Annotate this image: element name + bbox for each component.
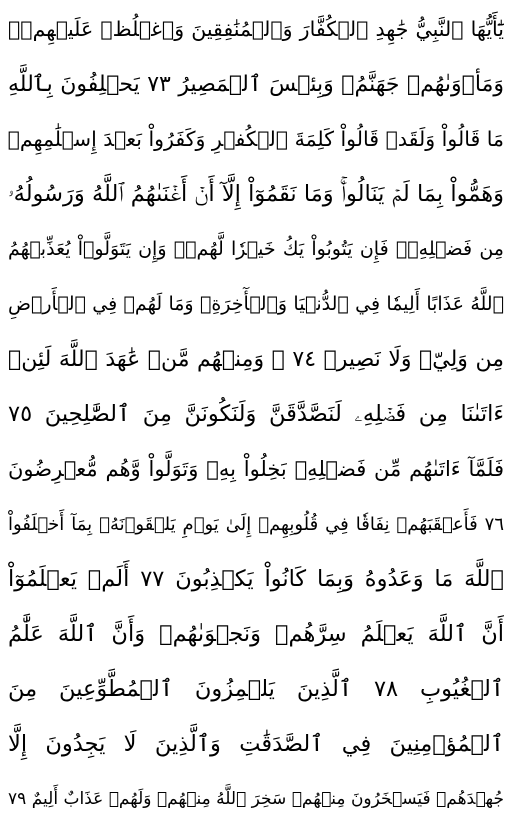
text-line: [8, 497, 504, 552]
text-line: [8, 607, 504, 662]
text-line: [8, 772, 504, 827]
text-line: [8, 2, 504, 57]
line-text: ٱللَّهُ عَذَابًا أَلِيمٗا فِي ٱلدُّنۡيَا وَٱلۡأٓخِرَةِۚ وَمَا لَهُمۡ فِي ٱلۡأَرۡضِ: [8, 293, 504, 315]
line-text: ٱللَّهَ مَا وَعَدُوهُ وَبِمَا كَانُواْ يَكۡذِبُونَ ٧٧ أَلَمۡ يَعۡلَمُوٓاْ: [8, 566, 504, 592]
line-text: وَمَأۡوَىٰهُمۡ جَهَنَّمُۖ وَبِئۡسَ ٱلۡمَصِيرُ ٧٣ يَحۡلِفُونَ بِٱللَّهِ: [8, 72, 504, 97]
text-line: [8, 717, 504, 772]
text-line: [8, 387, 504, 442]
line-text: ٱلۡمُؤۡمِنِينَ فِي ٱلصَّدَقَٰتِ وَٱلَّذِينَ لَا يَجِدُونَ إِلَّا: [8, 731, 504, 757]
line-text: مَا قَالُواْ وَلَقَدۡ قَالُواْ كَلِمَةَ ٱلۡكُفۡرِ وَكَفَرُواْ بَعۡدَ إِسۡلَٰمِهِمۡ: [8, 127, 504, 151]
line-text: وَهَمُّواْ بِمَا لَمۡ يَنَالُواْۚ وَمَا نَقَمُوٓاْ إِلَّآ أَنۡ أَغۡنَىٰهُمُ ٱللَّهُ وَرَسُولُهُۥ: [8, 181, 504, 207]
line-text: مِن وَلِيّٖ وَلَا نَصِيرٖ ٧٤ ۞ وَمِنۡهُم مَّنۡ عَٰهَدَ ٱللَّهَ لَئِنۡ: [8, 347, 504, 372]
text-line: [8, 277, 504, 332]
line-text: ٧٦ فَأَعۡقَبَهُمۡ نِفَاقٗا فِي قُلُوبِهِمۡ إِلَىٰ يَوۡمِ يَلۡقَوۡنَهُۥ بِمَآ أَخۡلَفُواْ: [8, 514, 504, 535]
line-text: فَلَمَّآ ءَاتَىٰهُم مِّن فَضۡلِهِۦ بَخِلُواْ بِهِۦ وَتَوَلَّواْ وَّهُم مُّعۡرِضُونَ: [8, 457, 504, 481]
line-text: ٱلۡغُيُوبِ ٧٨ ٱلَّذِينَ يَلۡمِزُونَ ٱلۡمُطَّوِّعِينَ مِنَ: [8, 676, 504, 702]
text-line: [8, 112, 504, 167]
text-line: [8, 167, 504, 222]
text-line: [8, 332, 504, 387]
line-text: يَٰٓأَيُّهَا ٱلنَّبِيُّ جَٰهِدِ ٱلۡكُفَّارَ وَٱلۡمُنَٰفِقِينَ وَٱغۡلُظۡ عَلَيۡهِمۡۚ: [8, 17, 504, 41]
text-line: [8, 442, 504, 497]
text-line: [8, 662, 504, 717]
line-text: مِن فَضۡلِهِۦۚ فَإِن يَتُوبُواْ يَكُ خَيۡرٗا لَّهُمۡۖ وَإِن يَتَوَلَّوۡاْ يُعَذِّبۡهُمُ: [8, 238, 504, 260]
text-line: [8, 222, 504, 277]
line-text: جُهۡدَهُمۡ فَيَسۡخَرُونَ مِنۡهُمۡ سَخِرَ ٱللَّهُ مِنۡهُمۡ وَلَهُمۡ عَذَابٌ أَلِيمٌ ٧٩: [8, 789, 504, 809]
text-line: [8, 57, 504, 112]
line-text: أَنَّ ٱللَّهَ يَعۡلَمُ سِرَّهُمۡ وَنَجۡوَىٰهُمۡ وَأَنَّ ٱللَّهَ عَلَّٰمُ: [8, 621, 504, 647]
text-line: [8, 552, 504, 607]
line-text: ءَاتَىٰنَا مِن فَضۡلِهِۦ لَنَصَّدَّقَنَّ وَلَنَكُونَنَّ مِنَ ٱلصَّٰلِحِينَ ٧٥: [8, 401, 504, 427]
